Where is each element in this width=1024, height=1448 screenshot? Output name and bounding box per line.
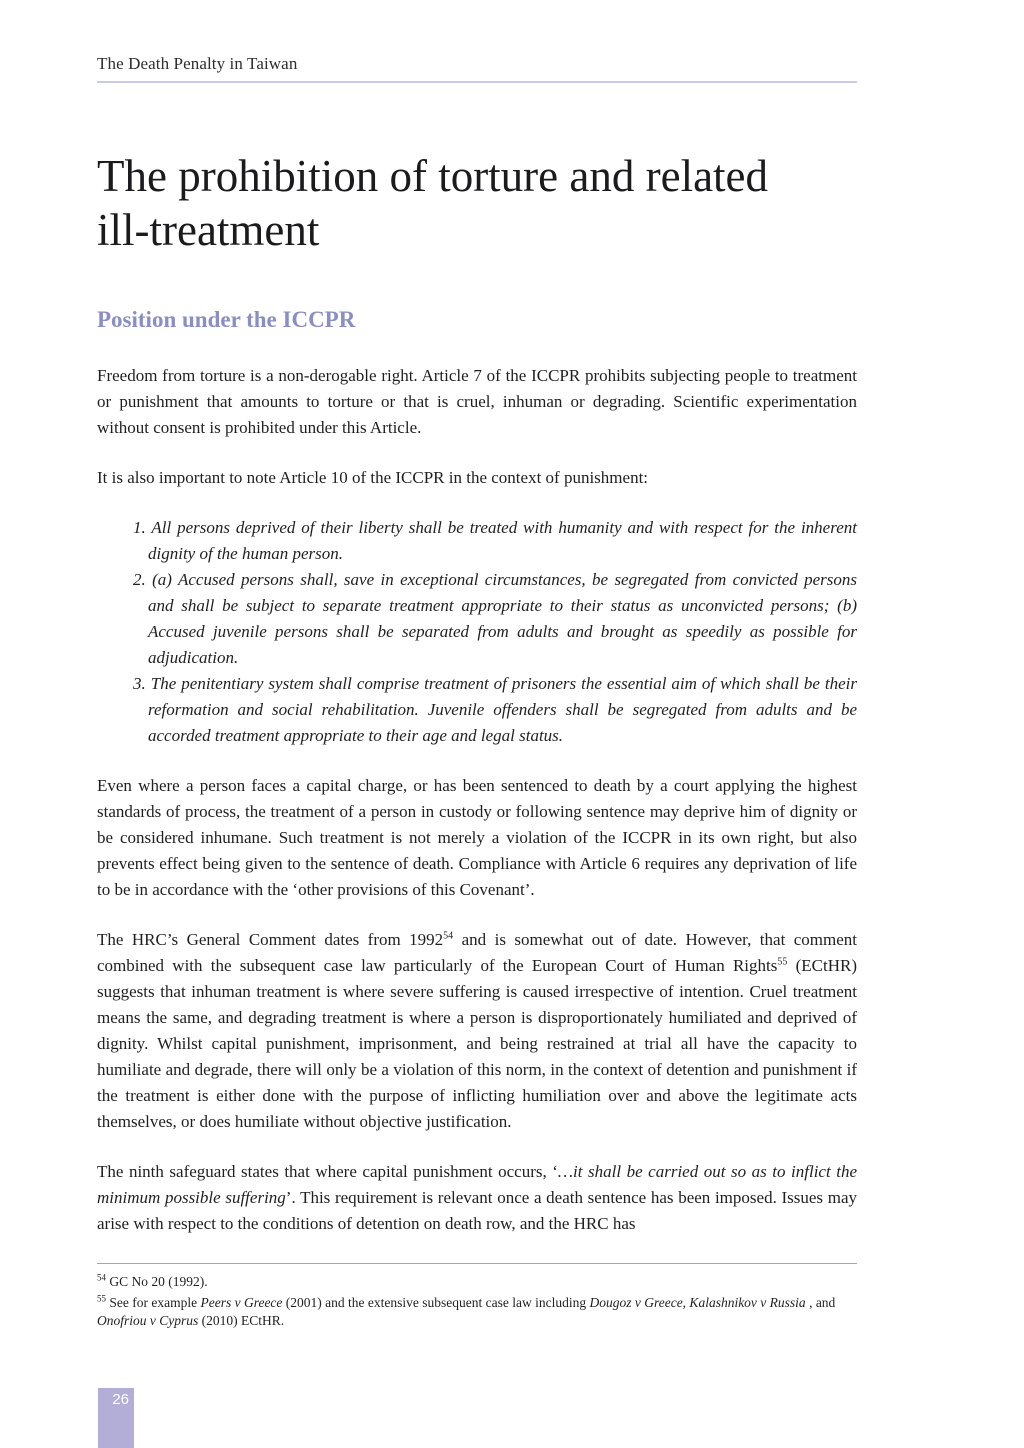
page-number: 26 <box>112 1391 129 1408</box>
hrc-text-3: (ECtHR) suggests that inhuman treatment is where severe suffering is caused irrespective of intention. Cruel treatment means the same, and degrading treatment is where a person is disproportionately humiliated and deprived of dignity. Whilst capital punishment, imprisonment, and being restrained at trial all have the capacity to humiliate and degrade, there will only be a violation of this norm, in the context of detention and punishment if the treatment is either done with the purpose of inflicting humiliation over and above the legitimate acts themselves, or does humiliate without objective justification. <box>97 956 857 1131</box>
list-item-1-text: All persons deprived of their liberty shall be treated with humanity and with respect for the inherent dignity of the human person. <box>148 518 857 563</box>
footnote-54-text: GC No 20 (1992). <box>106 1274 208 1289</box>
list-item-1-number: 1. <box>133 518 146 537</box>
list-item-2-text: (a) Accused persons shall, save in exceptional circumstances, be segregated from convicted persons and shall be subject to separate treatment appropriate to their status as unconvicted persons; (b) Accused juvenile persons shall be separated from adults and brought as speedily as possible for adjudication. <box>148 570 857 667</box>
paragraph-hrc-general-comment <box>97 927 857 1135</box>
footnote-55-case-2: Dougoz v Greece, Kalashnikov v Russia <box>589 1295 806 1310</box>
paragraph-capital-charge: Even where a person faces a capital charge, or has been sentenced to death by a court applying the highest standards of process, the treatment of a person in custody or following sentence may deprive him of dignity or be considered inhumane. Such treatment is not merely a violation of the ICCPR in its own right, but also prevents effect being given to the sentence of death. Compliance with Article 6 requires any deprivation of life to be in accordance with the ‘other provisions of this Covenant’. <box>97 776 857 899</box>
running-header-title: The Death Penalty in Taiwan <box>97 54 298 73</box>
footnote-54-marker: 54 <box>97 1272 106 1283</box>
ninth-safeguard-quote: …it shall be carried out so as to inflict the minimum possible suffering <box>97 1162 858 1207</box>
ninth-safeguard-text-1: The ninth safeguard states that where capital punishment occurs, ‘ <box>97 1162 558 1181</box>
footnote-ref-55: 55 <box>777 956 788 968</box>
section-heading: Position under the ICCPR <box>97 307 356 332</box>
footnote-55-text-2: (2001) and the extensive subsequent case law including <box>282 1295 590 1310</box>
footnote-55-marker: 55 <box>97 1293 106 1304</box>
list-item-3 <box>133 671 857 749</box>
hrc-text-1: The HRC’s General Comment dates from 1992 <box>97 930 444 949</box>
footnote-55 <box>97 1294 857 1330</box>
list-item-3-text: The penitentiary system shall comprise treatment of prisoners the essential aim of which shall be their reformation and social rehabilitation. Juvenile offenders shall be segregated from adults and be accorded treatment appropriate to their age and legal status. <box>148 674 858 745</box>
footnote-55-case-3: Onofriou v Cyprus <box>97 1313 199 1328</box>
page-number-box <box>98 1388 134 1448</box>
footnote-55-text-4: (2010) ECtHR. <box>198 1313 285 1328</box>
list-item-2 <box>133 567 857 671</box>
footnote-55-text-3: , and <box>805 1295 836 1310</box>
footnotes-section <box>97 1263 857 1330</box>
hrc-text-2: and is somewhat out of date. However, that comment combined with the subsequent case law particularly of the European Court of Human Rights <box>97 930 857 975</box>
paragraph-freedom-from-torture: Freedom from torture is a non-derogable right. Article 7 of the ICCPR prohibits subjecting people to treatment or punishment that amounts to torture or that is cruel, inhuman or degrading. Scientific experimentation without consent is prohibited under this Article. <box>97 366 857 437</box>
footnote-55-text-1: See for example <box>106 1295 201 1310</box>
footnote-54 <box>97 1273 857 1291</box>
ninth-safeguard-text-2: ’. This requirement is relevant once a death sentence has been imposed. Issues may arise with respect to the conditions of detention on death row, and the HRC has <box>97 1188 857 1233</box>
list-item-2-number: 2. <box>133 570 146 589</box>
list-item-3-number: 3. <box>133 674 146 693</box>
paragraph-article-10-intro: It is also important to note Article 10 of the ICCPR in the context of punishment: <box>97 468 649 487</box>
page-content <box>97 0 857 1333</box>
iccpr-article-10-list <box>133 515 857 749</box>
footnote-55-case-1: Peers v Greece <box>200 1295 283 1310</box>
running-head <box>97 54 857 83</box>
list-item-1 <box>133 515 857 567</box>
header-rule <box>97 81 857 83</box>
footnote-ref-54: 54 <box>443 930 454 942</box>
page-title: The prohibition of torture and related ill-treatment <box>97 151 769 255</box>
paragraph-ninth-safeguard <box>97 1159 857 1237</box>
